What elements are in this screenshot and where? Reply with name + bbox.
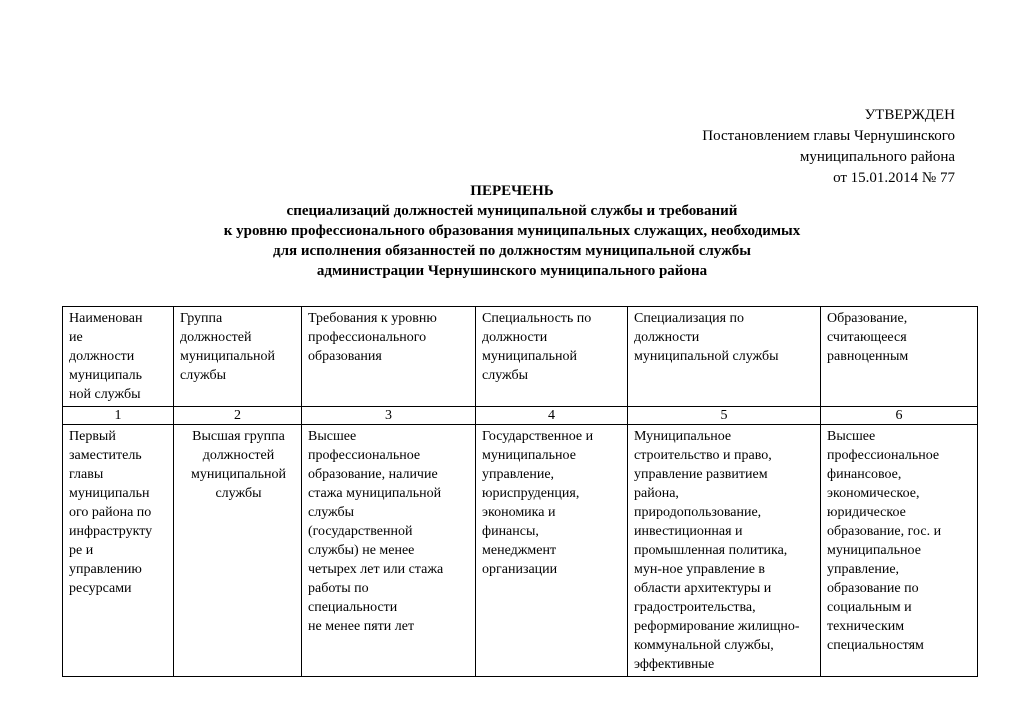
- column-number: 1: [63, 407, 174, 425]
- table-cell: [174, 425, 302, 677]
- cell-text-line: управление развитием: [634, 467, 768, 482]
- approval-line: УТВЕРЖДЕН: [864, 107, 955, 123]
- cell-text-line: образование, гос. и: [827, 524, 942, 539]
- column-number: 6: [821, 407, 978, 425]
- cell-text-line: Требования к уровню: [308, 311, 437, 326]
- cell-text-line: техническим: [827, 619, 905, 634]
- cell-text-line: не менее пяти лет: [308, 619, 415, 634]
- cell-text-line: ие: [69, 330, 83, 345]
- cell-text-line: заместитель: [69, 448, 142, 463]
- cell-text-line: ре и: [69, 543, 94, 558]
- cell-text-line: муниципальной: [190, 467, 286, 482]
- cell-text-line: четырех лет или стажа: [308, 562, 444, 577]
- cell-text-line: (государственной: [308, 524, 413, 539]
- cell-text-line: должности: [69, 349, 135, 364]
- cell-text-line: муниципальное: [482, 448, 576, 463]
- cell-text-line: строительство и право,: [634, 448, 772, 463]
- cell-text-line: района,: [634, 486, 679, 501]
- cell-text-line: считающееся: [827, 330, 907, 345]
- cell-text-line: Высшее: [827, 429, 876, 444]
- cell-text-line: образования: [308, 349, 382, 364]
- cell-text-line: Государственное и: [482, 429, 594, 444]
- title-line: специализаций должностей муниципальной службы и требований: [286, 203, 738, 219]
- cell-text-line: специальностям: [827, 638, 924, 653]
- cell-text-line: экономическое,: [827, 486, 920, 501]
- document-title: [0, 181, 1024, 281]
- cell-text-line: инфраструкту: [69, 524, 153, 539]
- column-number: 4: [476, 407, 628, 425]
- cell-text-line: службы: [215, 486, 262, 501]
- cell-text-line: Наименован: [69, 311, 143, 326]
- title-line: администрации Чернушинского муниципального района: [316, 263, 708, 279]
- header-specialization: [628, 307, 821, 407]
- cell-text-line: финансы,: [482, 524, 539, 539]
- cell-text-line: должности: [482, 330, 548, 345]
- cell-text-line: муниципаль: [69, 368, 143, 383]
- approval-stamp: [702, 105, 955, 189]
- cell-text-line: эффективные: [634, 657, 715, 672]
- cell-text-line: профессиональное: [308, 448, 421, 463]
- header-specialty: [476, 307, 628, 407]
- cell-text-line: реформирование жилищно-: [634, 619, 800, 634]
- positions-table: [62, 306, 978, 677]
- approval-line: муниципального района: [799, 149, 955, 165]
- title-line: к уровню профессионального образования муниципальных служащих, необходимых: [223, 223, 801, 239]
- cell-text-line: мун-ное управление в: [634, 562, 766, 577]
- column-number: 2: [174, 407, 302, 425]
- cell-text-line: муниципальной службы: [634, 349, 779, 364]
- cell-text-line: должностей: [202, 448, 275, 463]
- cell-text-line: муниципальной: [482, 349, 578, 364]
- cell-text-line: менеджмент: [482, 543, 557, 558]
- cell-text-line: главы: [69, 467, 104, 482]
- cell-text-line: стажа муниципальной: [308, 486, 442, 501]
- title-heading: ПЕРЕЧЕНЬ: [470, 183, 554, 199]
- cell-text-line: Муниципальное: [634, 429, 732, 444]
- cell-text-line: природопользование,: [634, 505, 762, 520]
- cell-text-line: профессионального: [308, 330, 427, 345]
- header-education-requirements: [302, 307, 476, 407]
- table-row: [63, 425, 978, 677]
- cell-text-line: образование по: [827, 581, 919, 596]
- cell-text-line: области архитектуры и: [634, 581, 772, 596]
- cell-text-line: должности: [634, 330, 700, 345]
- header-row: [63, 307, 978, 407]
- column-number-row: [63, 407, 978, 425]
- cell-text-line: юриспруденция,: [482, 486, 580, 501]
- table-cell: [63, 425, 174, 677]
- cell-text-line: муниципальной: [180, 349, 276, 364]
- table-cell: [476, 425, 628, 677]
- cell-text-line: инвестиционная и: [634, 524, 743, 539]
- cell-text-line: равноценным: [827, 349, 909, 364]
- cell-text-line: управлению: [69, 562, 142, 577]
- cell-text-line: Образование,: [827, 311, 908, 326]
- cell-text-line: юридическое: [827, 505, 906, 520]
- cell-text-line: Специальность по: [482, 311, 592, 326]
- cell-text-line: работы по: [308, 581, 369, 596]
- column-number: 3: [302, 407, 476, 425]
- cell-text-line: службы) не менее: [308, 543, 415, 558]
- cell-text-line: управление,: [482, 467, 555, 482]
- cell-text-line: специальности: [308, 600, 398, 615]
- cell-text-line: финансовое,: [827, 467, 902, 482]
- cell-text-line: муниципальное: [827, 543, 921, 558]
- cell-text-line: должностей: [180, 330, 252, 345]
- cell-text-line: Специализация по: [634, 311, 745, 326]
- header-equivalent-education: [821, 307, 978, 407]
- cell-text-line: социальным и: [827, 600, 912, 615]
- cell-text-line: управление,: [827, 562, 900, 577]
- cell-text-line: службы: [482, 368, 529, 383]
- cell-text-line: Высшее: [308, 429, 357, 444]
- cell-text-line: коммунальной службы,: [634, 638, 774, 653]
- cell-text-line: службы: [308, 505, 355, 520]
- cell-text-line: организации: [482, 562, 558, 577]
- cell-text-line: ресурсами: [69, 581, 132, 596]
- cell-text-line: муниципальн: [69, 486, 150, 501]
- header-position-group: [174, 307, 302, 407]
- cell-text-line: экономика и: [482, 505, 556, 520]
- title-line: для исполнения обязанностей по должностям муниципальной службы: [273, 243, 751, 259]
- cell-text-line: градостроительства,: [634, 600, 756, 615]
- cell-text-line: Высшая группа: [192, 429, 285, 444]
- cell-text-line: Первый: [69, 429, 116, 444]
- cell-text-line: службы: [180, 368, 227, 383]
- table-cell: [821, 425, 978, 677]
- approval-line: от 15.01.2014 № 77: [833, 170, 955, 186]
- header-position-name: [63, 307, 174, 407]
- cell-text-line: образование, наличие: [308, 467, 438, 482]
- cell-text-line: ной службы: [69, 387, 141, 402]
- column-number: 5: [628, 407, 821, 425]
- cell-text-line: промышленная политика,: [634, 543, 788, 558]
- cell-text-line: профессиональное: [827, 448, 940, 463]
- cell-text-line: Группа: [180, 311, 223, 326]
- approval-line: Постановлением главы Чернушинского: [702, 128, 955, 144]
- table-cell: [628, 425, 821, 677]
- cell-text-line: ого района по: [69, 505, 152, 520]
- table-cell: [302, 425, 476, 677]
